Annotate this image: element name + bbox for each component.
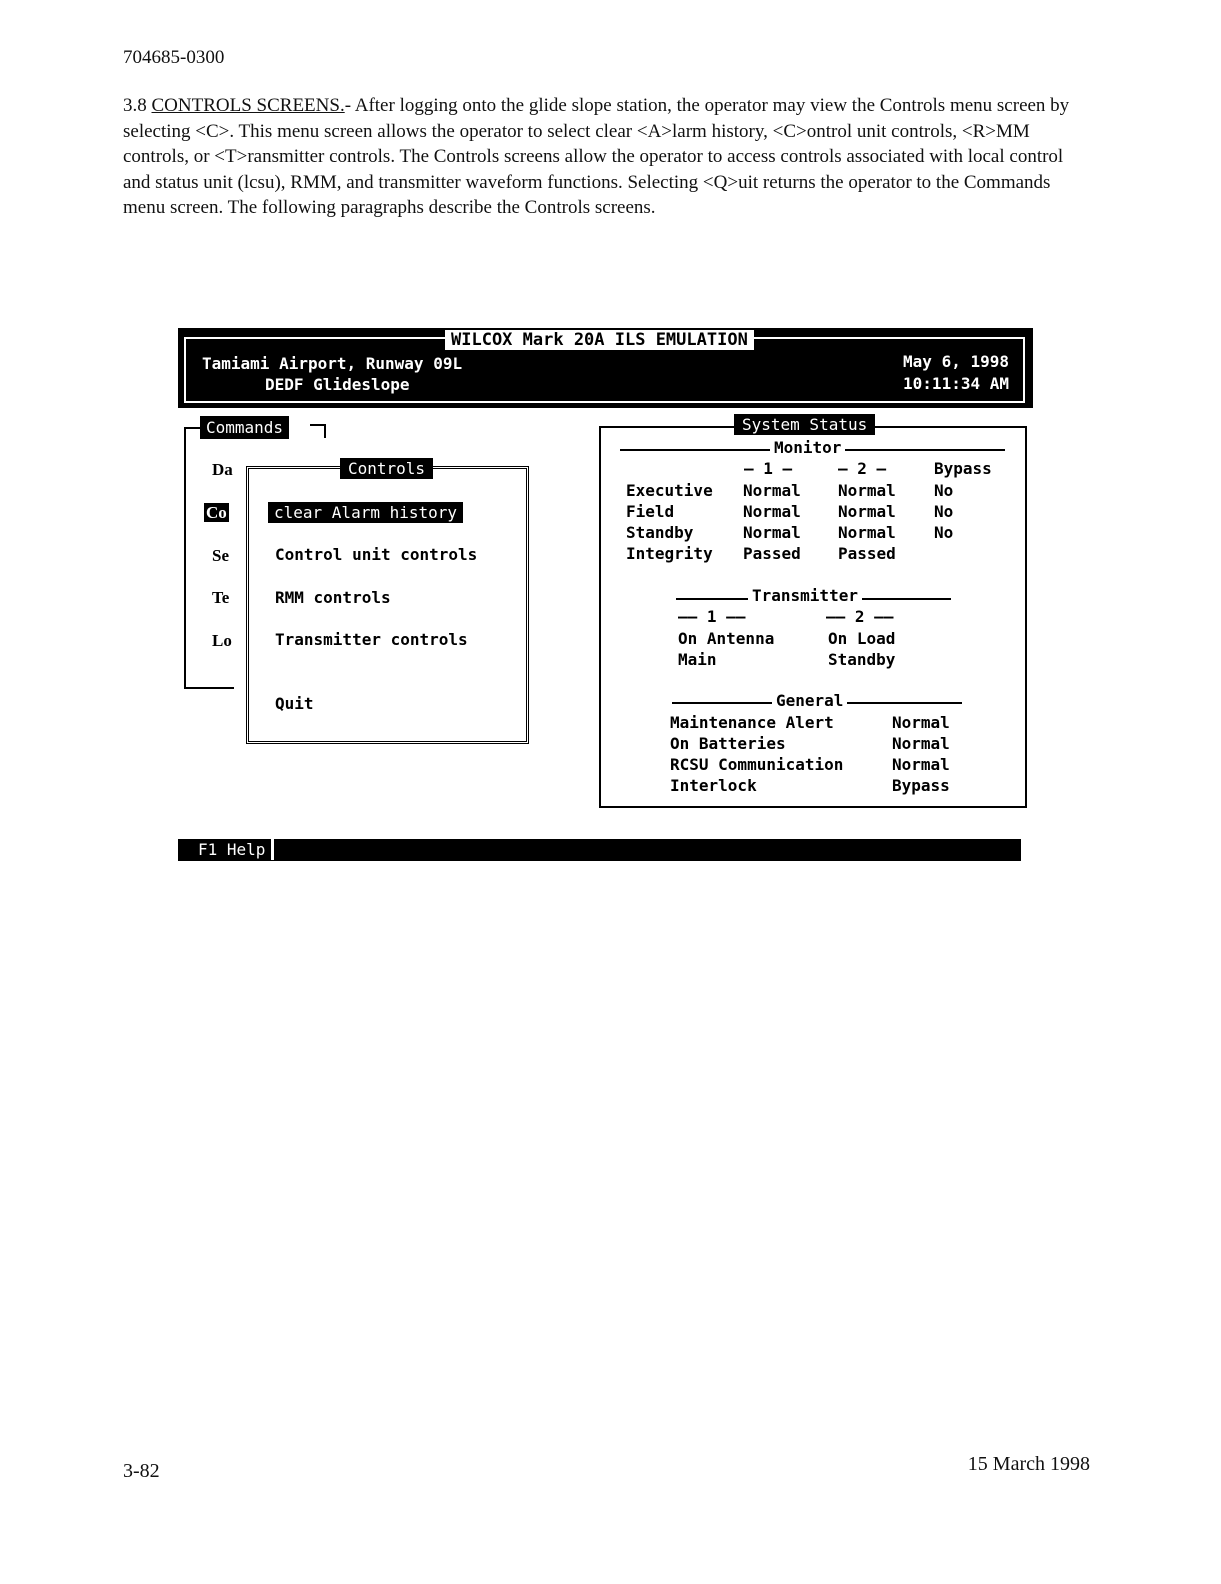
function-key-bar [178,839,1021,861]
site-name: Tamiami Airport, Runway 09L [202,354,463,373]
transmitter-1-mode: Main [678,650,717,669]
section-body: - After logging onto the glide slope station, the operator may view the Controls menu screen by selecting <C>. This menu screen allows the operator to select clear <A>larm history, <C>ontrol unit controls, <R>MM controls, or <T>ransmitter controls. The Controls screens allow the operator to access controls associated with local control and status unit (lcsu), RMM, and transmitter waveform functions. Selecting <Q>uit returns the operator to the Commands menu screen. The following paragraphs describe the Controls screens. [123,95,1070,218]
publication-date: 15 March 1998 [967,1453,1090,1475]
commands-frame-corner [310,424,326,438]
commands-item-logoff[interactable]: Lo [212,631,232,650]
controls-item-transmitter-controls[interactable]: Transmitter controls [275,630,468,649]
commands-item-setup[interactable]: Se [212,546,229,565]
system-status-title: System Status [734,414,875,435]
monitor-row-bypass: No [934,481,954,500]
transmitter-2-mode: Standby [828,650,896,669]
monitor-row-m1: Normal [743,502,801,521]
controls-item-control-unit-controls[interactable]: Control unit controls [275,545,478,564]
monitor-row-m2: Passed [838,544,896,563]
terminal-screen [178,328,1033,862]
monitor-row-label: Executive [626,481,713,500]
monitor-row-label: Integrity [626,544,713,563]
section-number: 3.8 [123,95,147,116]
monitor-row-label: Standby [626,523,694,542]
commands-item-data[interactable]: Da [212,460,233,479]
commands-item-controls[interactable] [204,503,229,523]
facility-name: DEDF Glideslope [265,375,410,394]
controls-menu-title: Controls [340,458,433,479]
general-row-value: Bypass [892,776,950,795]
monitor-col3-header: Bypass [934,459,992,478]
general-row-value: Normal [892,755,950,774]
screen-date: May 6, 1998 [903,352,1009,371]
document-number: 704685-0300 [123,47,225,68]
monitor-row-bypass: No [934,502,954,521]
screen-time: 10:11:34 AM [903,374,1009,393]
monitor-row-m1: Passed [743,544,801,563]
monitor-row-m2: Normal [838,481,896,500]
commands-menu-title: Commands [200,416,289,439]
controls-item-rmm-controls[interactable]: RMM controls [275,588,391,607]
screen-title: WILCOX Mark 20A ILS EMULATION [445,330,754,350]
transmitter-col2-header: —— 2 —— [826,607,894,626]
header-banner [178,328,1033,408]
monitor-col2-header: — 2 — [838,459,887,478]
monitor-row-m2: Normal [838,523,896,542]
f1-help-key[interactable]: F1 Help [192,839,274,860]
monitor-col1-header: — 1 — [744,459,793,478]
commands-item-test[interactable]: Te [212,588,230,607]
transmitter-col1-header: —— 1 —— [678,607,746,626]
transmitter-2-state: On Load [828,629,896,648]
monitor-row-label: Field [626,502,675,521]
monitor-row-bypass: No [934,523,954,542]
controls-item-clear-alarm-history[interactable] [268,503,463,522]
monitor-title: Monitor [770,438,845,457]
transmitter-title: Transmitter [748,586,862,605]
monitor-col1-label: 1 [763,459,773,478]
controls-item-quit[interactable]: Quit [275,694,314,713]
section-paragraph [123,93,1088,221]
general-row-value: Normal [892,734,950,753]
section-title: CONTROLS SCREENS. [151,95,345,116]
page-number: 3-82 [123,1460,160,1482]
general-row-label: RCSU Communication [670,755,844,774]
transmitter-col1-label: 1 [706,607,717,626]
general-row-value: Normal [892,713,950,732]
monitor-row-m1: Normal [743,481,801,500]
transmitter-1-state: On Antenna [678,629,775,648]
general-row-label: Maintenance Alert [670,713,834,732]
monitor-col2-label: 2 [857,459,867,478]
general-title: General [772,691,847,710]
commands-item-controls-label: Co [206,503,227,522]
monitor-row-m2: Normal [838,502,896,521]
monitor-row-m1: Normal [743,523,801,542]
general-row-label: Interlock [670,776,757,795]
controls-item-clear-alarm-history-label: clear Alarm history [268,502,463,523]
transmitter-col2-label: 2 [854,607,865,626]
general-row-label: On Batteries [670,734,786,753]
